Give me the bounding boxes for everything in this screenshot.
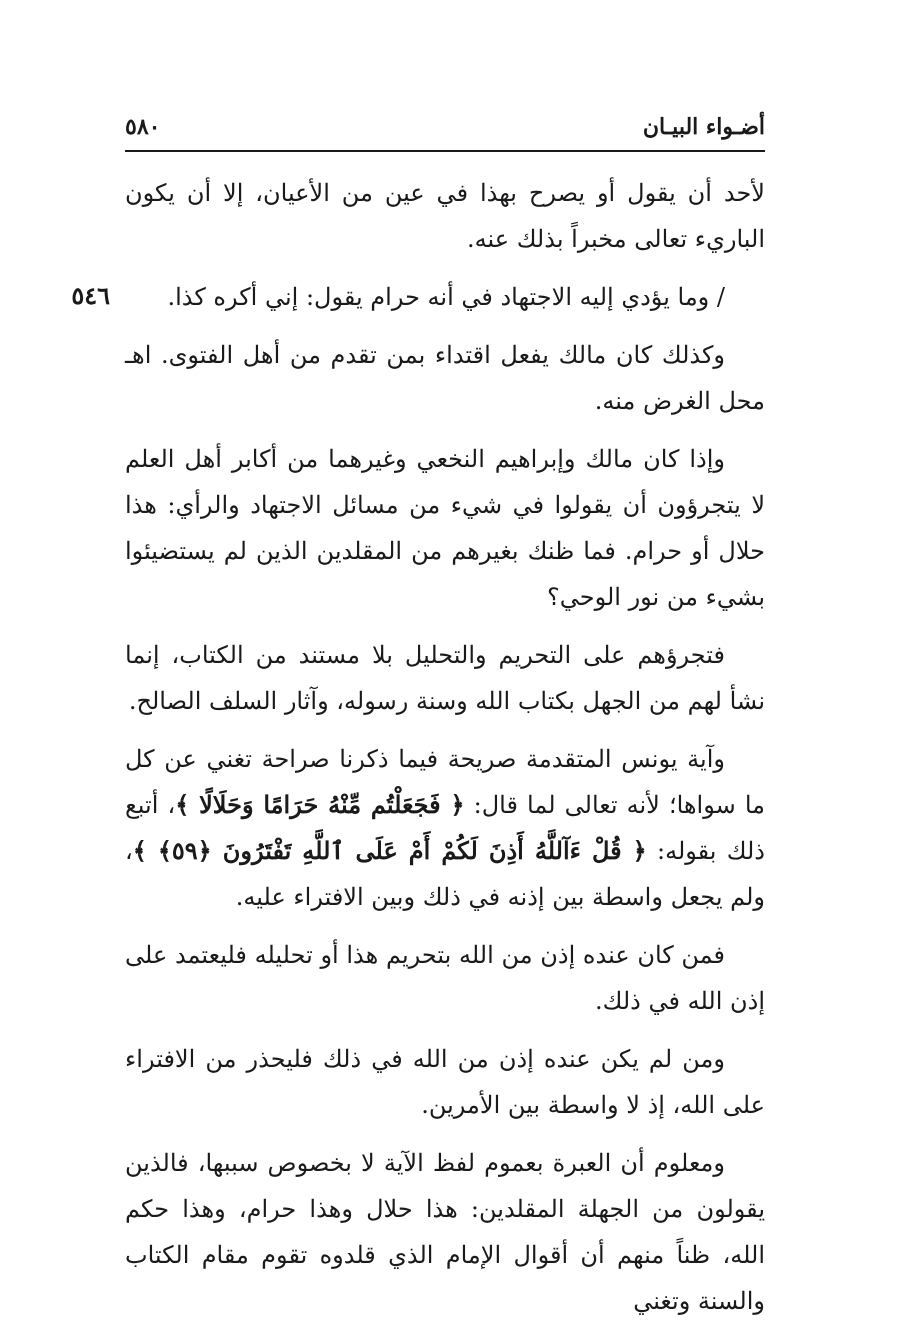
paragraph-7: فمن كان عنده إذن من الله بتحريم هذا أو تحليله فليعتمد على إذن الله في ذلك. bbox=[125, 941, 765, 1015]
book-title: أضـواء البيـان bbox=[642, 114, 765, 140]
paragraph-6 bbox=[125, 736, 765, 920]
paragraph-6-text-c: ، ولم يجعل واسطة بين إذنه في ذلك وبين الافتراء عليه. bbox=[125, 837, 765, 911]
paragraph-5: فتجرؤهم على التحريم والتحليل بلا مستند من الكتاب، إنما نشأ لهم من الجهل بكتاب الله وسنة رسوله، وآثار السلف الصالح. bbox=[125, 641, 765, 715]
paragraph-4: وإذا كان مالك وإبراهيم النخعي وغيرهما من أكابر أهل العلم لا يتجرؤون أن يقولوا في شيء من مسائل الاجتهاد والرأي: هذا حلال أو حرام. فما ظنك بغيرهم من المقلدين الذين لم يستضيئوا بشيء من نور الوحي؟ bbox=[125, 445, 765, 611]
quran-verse-1: ﴿ فَجَعَلْتُم مِّنْهُ حَرَامًا وَحَلَالًا ﴾ bbox=[175, 790, 465, 819]
page-number: ٥٨٠ bbox=[125, 114, 161, 140]
paragraph-8: ومن لم يكن عنده إذن من الله في ذلك فليحذر من الافتراء على الله، إذ لا واسطة بين الأمرين. bbox=[125, 1045, 765, 1119]
page-header bbox=[125, 110, 765, 152]
paragraph-2: / وما يؤدي إليه الاجتهاد في أنه حرام يقول: إني أكره كذا. bbox=[167, 283, 725, 311]
paragraph-6-text-a: وآية يونس المتقدمة صريحة فيما ذكرنا صراحة تغني عن كل ما سواها؛ لأنه تعالى لما قال: bbox=[125, 745, 765, 819]
paragraph-1: لأحد أن يقول أو يصرح بهذا في عين من الأعيان، إلا أن يكون الباريء تعالى مخبراً بذلك عنه. bbox=[125, 179, 765, 253]
paragraph-6-text-b: ، أتبع ذلك بقوله: bbox=[125, 791, 765, 865]
paragraph-3: وكذلك كان مالك يفعل اقتداء بمن تقدم من أهل الفتوى. اهـ محل الغرض منه. bbox=[125, 341, 765, 415]
quran-verse-2: ﴿ قُلْ ءَآللَّهُ أَذِنَ لَكُمْ أَمْ عَلَى ٱللَّهِ تَفْتَرُونَ ﴿٥٩﴾ ﴾ bbox=[132, 836, 647, 865]
body-text bbox=[125, 170, 765, 1336]
margin-page-reference: ٥٤٦ bbox=[71, 281, 110, 310]
paragraph-9: ومعلوم أن العبرة بعموم لفظ الآية لا بخصوص سببها، فالذين يقولون من الجهلة المقلدين: هذا حلال وهذا حرام، وهذا حكم الله، ظناً منهم أن أقوال الإمام الذي قلدوه تقوم مقام الكتاب والسنة وتغني bbox=[125, 1149, 765, 1315]
